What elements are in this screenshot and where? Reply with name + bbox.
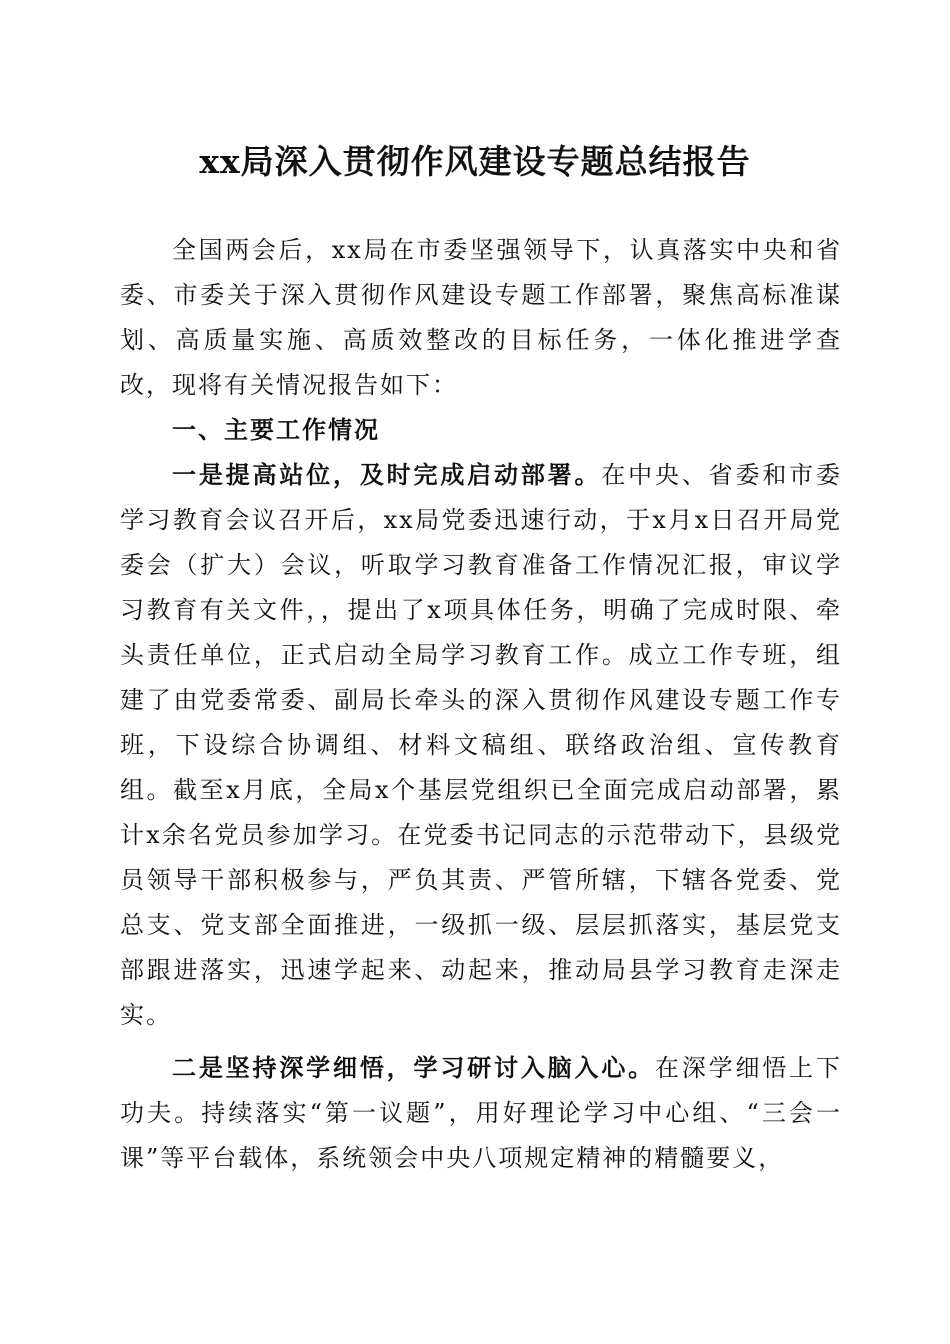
intro-paragraph: 全国两会后，xx局在市委坚强领导下，认真落实中央和省委、市委关于深入贯彻作风建设专题工作部署，聚焦高标准谋划、高质量实施、高质效整改的目标任务，一体化推进学查改，现将有关情况报告如下： [120, 236, 842, 399]
item-1-text: 在中央、省委和市委学习教育会议召开后，xx局党委迅速行动，于x月x日召开局党委会（扩大）会议，听取学习教育准备工作情况汇报，审议学习教育有关文件，，提出了x项具体任务，明确了完成时限、牵头责任单位，正式启动全局学习教育工作。成立工作专班，组建了由党委常委、副局长牵头的深入贯彻作风建设专题工作专班，下设综合协调组、材料文稿组、联络政治组、宣传教育组。截至x月底，全局x个基层党组织已全面完成启动部署，累计x余名党员参加学习。在党委书记同志的示范带动下，县级党员领导干部积极参与，严负其责、严管所辖，下辖各党委、党总支、党支部全面推进，一级抓一级、层层抓落实，基层党支部跟进落实，迅速学起来、动起来，推动局县学习教育走深走实。 [120, 461, 843, 1029]
item-1-lead: 一是提高站位，及时完成启动部署。 [172, 461, 602, 489]
section-heading: 一、主要工作情况 [172, 416, 380, 444]
document-title: xx局深入贯彻作风建设专题总结报告 [199, 142, 751, 181]
item-1-paragraph [120, 453, 842, 1038]
item-2-lead: 二是坚持深学细悟，学习研讨入脑入心。 [172, 1054, 655, 1082]
item-2-text: 在深学细悟上下功夫。持续落实“第一议题”，用好理论学习中心组、“三会一课”等平台载体，系统领会中央八项规定精神的精髓要义， [120, 1054, 842, 1172]
item-2-paragraph [120, 1046, 842, 1181]
document-body [120, 228, 842, 1181]
